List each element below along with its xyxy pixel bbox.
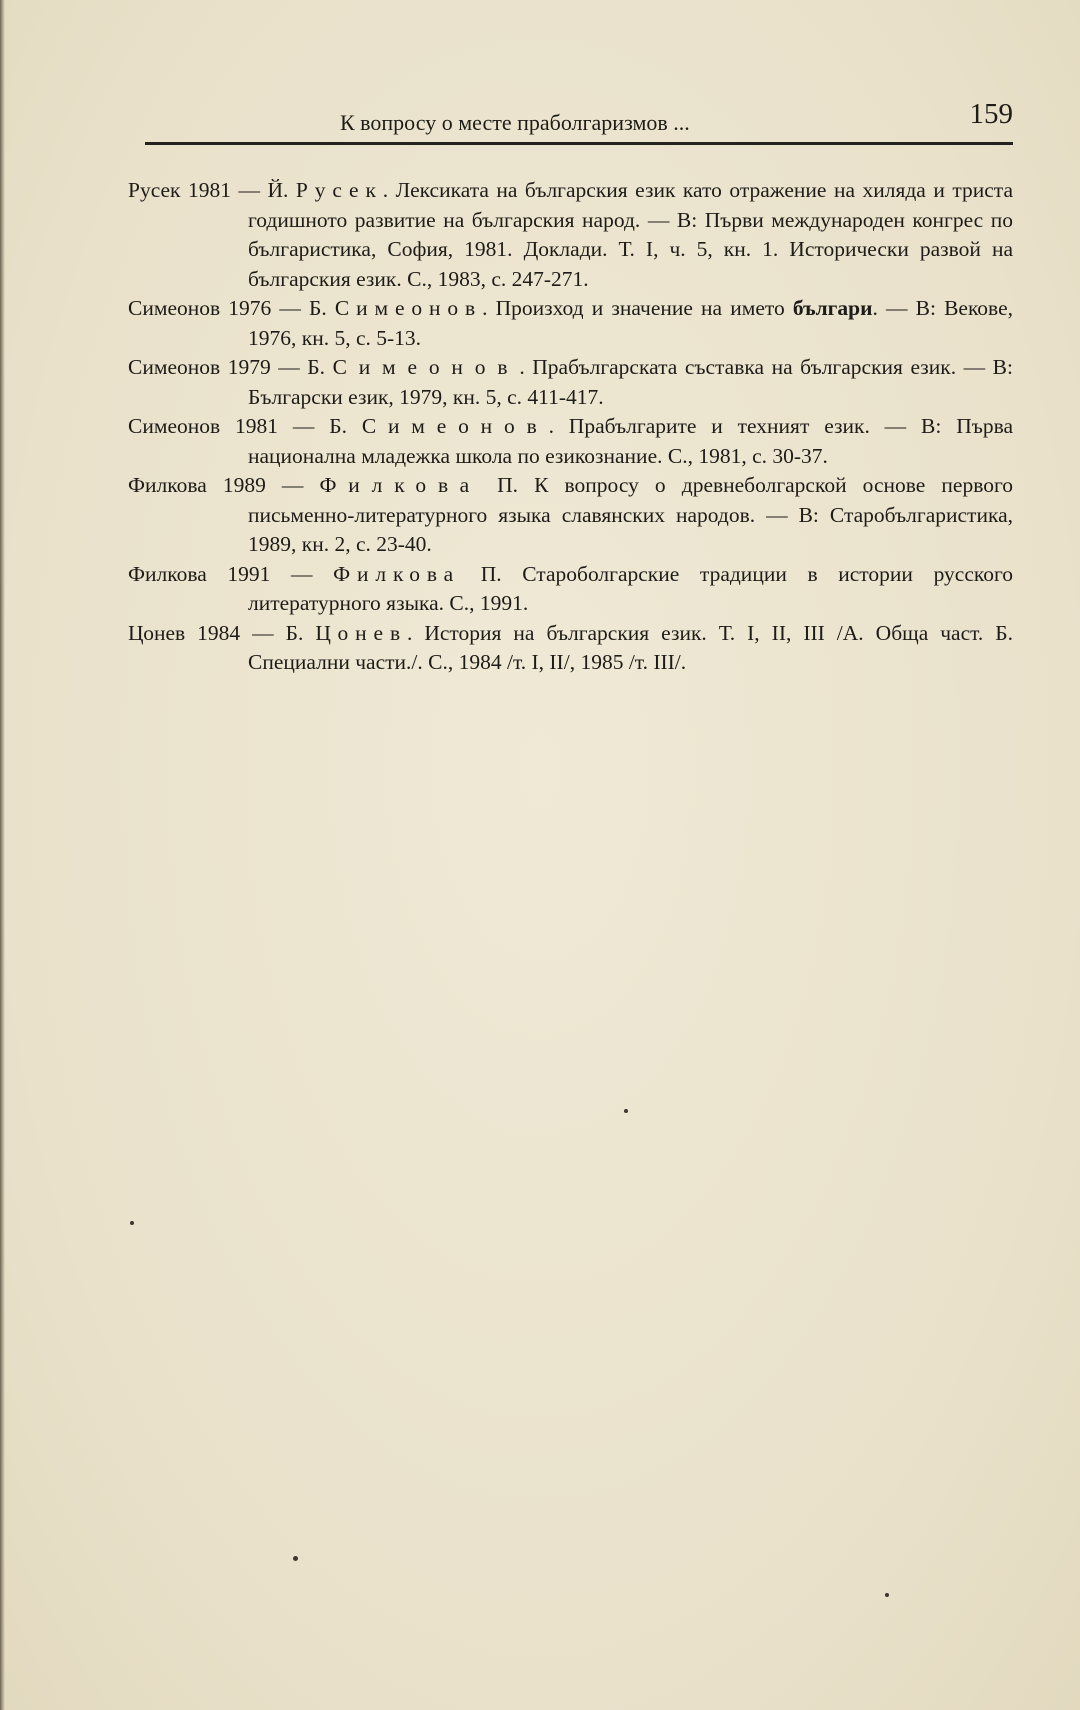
author-surname: Филкова (333, 561, 461, 586)
entry-text: . — В: Векове, 1976, кн. 5, с. 5-13. (248, 296, 1014, 350)
page-header (145, 98, 1013, 138)
author-initial: Б. (307, 355, 333, 379)
author-initial: Б. (309, 296, 335, 320)
bibliography-entry-simeonov-1979: Симеонов 1979 — Б. Симеонов. Прабългарската съставка на българския език. — В: Български език, 1979, кн. 5, с. 411-417. (128, 355, 1013, 409)
running-title: К вопросу о месте праболгаризмов ... (340, 110, 690, 135)
author-initial: Б. (329, 414, 362, 438)
bibliography-entry-simeonov-1976: Симеонов 1976 — Б. Симеонов. Произход и значение на името българи. — В: Векове, 1976, кн. 5, с. 5-13. (128, 296, 1014, 350)
entry-key: Русек 1981 (128, 178, 231, 202)
entry-text: . Староболгарские традиции в истории русского литературного языка. С., 1991. (248, 561, 1014, 615)
paper-speck (130, 1221, 134, 1225)
bibliography-entry-rusek-1981: Русек 1981 — Й. Русек. Лексиката на българския език като отражение на хиляда и триста годишното развитие на българския народ. — В: Първи международен конгрес по българистика, София, 1981. Доклади. Т. I, ч. 5, кн. 1. Исторически развой на българския език. С., 1983, с. 247-271. (128, 178, 1013, 291)
author-initial: Б. (285, 620, 316, 645)
bibliography-entry-filkova-1989: Филкова 1989 — Филкова П. К вопросу о древнеболгарской основе первого письменно-литературного языка славянских народов. — В: Старобългаристика, 1989, кн. 2, с. 23-40. (128, 473, 1013, 556)
author-surname: Симеонов (332, 355, 520, 379)
paper-speck (293, 1556, 298, 1561)
entry-key: Симеонов 1976 (128, 296, 272, 320)
entry-text: . Прабългарите и техният език. — В: Първа национална младежка школа по езикознание. С., 1981, с. 30-37. (248, 414, 1014, 468)
bibliography-list (128, 176, 1013, 678)
entry-key: Симеонов 1981 (128, 414, 279, 438)
author-initial: П (481, 473, 513, 497)
author-surname: Филкова (319, 473, 482, 497)
paper-speck (885, 1593, 889, 1597)
entry-text: . История на българския език. Т. I, II, III /А. Обща част. Б. Специални части./. С., 1984 /т. I, II/, 1985 /т. III/. (248, 620, 1013, 674)
bibliography-entry-tsonev-1984: Цонев 1984 — Б. Цонев. История на българския език. Т. I, II, III /А. Обща част. Б. Специални части./. С., 1984 /т. I, II/, 1985 /т. III/. (128, 620, 1013, 674)
page-spine-shadow (0, 0, 5, 1710)
author-surname: Симеонов (334, 296, 483, 320)
header-rule (145, 142, 1013, 145)
entry-key: Симеонов 1979 (128, 355, 271, 379)
bibliography-entry-simeonov-1981: Симеонов 1981 — Б. Симеонов. Прабългарите и техният език. — В: Първа национална младежка школа по езикознание. С., 1981, с. 30-37. (128, 414, 1014, 468)
entry-key: Филкова 1991 (128, 561, 271, 586)
entry-text: . К вопросу о древнеболгарской основе первого письменно-литературного языка славянских народов. — В: Старобългаристика, 1989, кн. 2, с. 23-40. (248, 473, 1013, 556)
entry-text: . Произход и значение на името (482, 296, 793, 320)
entry-emphasis: българи (792, 296, 873, 320)
bibliography-entry-filkova-1991: Филкова 1991 — Филкова П. Староболгарские традиции в истории русского литературного языка. С., 1991. (128, 561, 1014, 615)
paper-speck (624, 1109, 628, 1113)
author-surname: Цонев (315, 620, 407, 645)
entry-key: Филкова 1989 (128, 473, 266, 497)
author-initial: Й. (267, 178, 296, 202)
author-surname: Симеонов (361, 414, 549, 438)
author-surname: Русек (295, 178, 383, 202)
entry-text: . Прабългарската съставка на българския език. — В: Български език, 1979, кн. 5, с. 411-417. (248, 355, 1013, 409)
entry-text: . Лексиката на българския език като отражение на хиляда и триста годишното развитие на българския народ. — В: Първи международен конгрес по българистика, София, 1981. Доклади. Т. I, ч. 5, кн. 1. Исторически развой на българския език. С., 1983, с. 247-271. (248, 178, 1013, 291)
entry-key: Цонев 1984 (128, 620, 241, 645)
author-initial: П (460, 561, 497, 586)
page-number: 159 (969, 98, 1013, 130)
